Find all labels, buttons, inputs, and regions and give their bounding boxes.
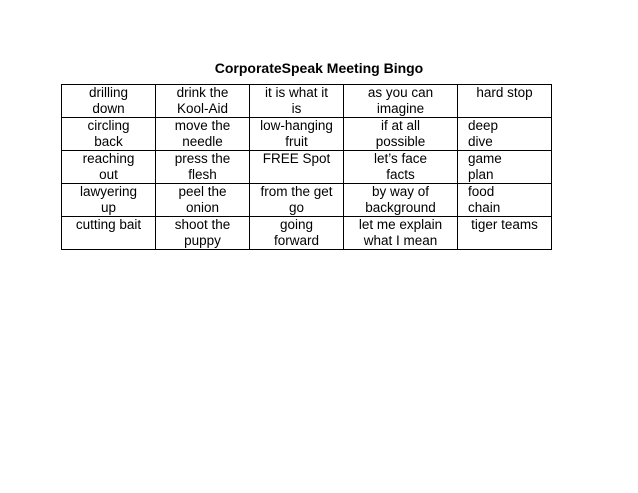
- page-title: CorporateSpeak Meeting Bingo: [214, 60, 424, 76]
- table-cell: lawyering up: [62, 184, 156, 217]
- table-cell: press the flesh: [156, 151, 250, 184]
- table-cell: by way of background: [344, 184, 458, 217]
- table-cell: game plan: [458, 151, 552, 184]
- table-cell: tiger teams: [458, 217, 552, 250]
- table-cell: it is what it is: [250, 85, 344, 118]
- table-cell: reaching out: [62, 151, 156, 184]
- table-row: [62, 118, 552, 151]
- table-cell: low-hanging fruit: [250, 118, 344, 151]
- table-cell: cutting bait: [62, 217, 156, 250]
- table-cell: peel the onion: [156, 184, 250, 217]
- table-cell: let’s face facts: [344, 151, 458, 184]
- table-row: [62, 184, 552, 217]
- table-cell: drink the Kool-Aid: [156, 85, 250, 118]
- table-cell: drilling down: [62, 85, 156, 118]
- table-cell: deep dive: [458, 118, 552, 151]
- table-cell: food chain: [458, 184, 552, 217]
- table-cell: going forward: [250, 217, 344, 250]
- bingo-table: [61, 84, 552, 250]
- table-cell: if at all possible: [344, 118, 458, 151]
- table-cell: from the get go: [250, 184, 344, 217]
- free-spot-cell: FREE Spot: [250, 151, 344, 184]
- table-cell: as you can imagine: [344, 85, 458, 118]
- table-cell: let me explain what I mean: [344, 217, 458, 250]
- table-cell: shoot the puppy: [156, 217, 250, 250]
- table-row: [62, 85, 552, 118]
- table-cell: move the needle: [156, 118, 250, 151]
- table-row: [62, 217, 552, 250]
- table-row: [62, 151, 552, 184]
- table-cell: hard stop: [458, 85, 552, 118]
- table-cell: circling back: [62, 118, 156, 151]
